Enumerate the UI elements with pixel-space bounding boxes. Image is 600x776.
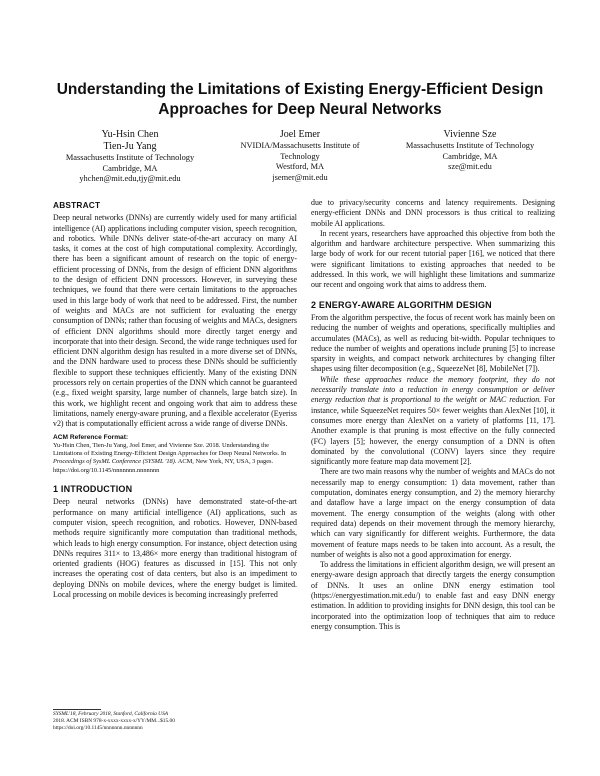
author-email: sze@mit.edu	[448, 162, 492, 171]
paragraph	[311, 375, 555, 468]
paragraph: In recent years, researchers have approached this objective from both the algorithm and hardware architecture perspective. When summarizing this large body of work for our recent tutorial paper [16], we noticed that there were significant limitations to existing approaches that needed to be addressed. In this work, we will highlight these limitations and summarize our recent and ongoing work that aims to address them.	[311, 228, 555, 290]
acm-reference-venue: Proceedings of SysML Conference (SYSML '18).	[53, 458, 177, 466]
footnote-doi: https://doi.org/10.1145/nnnnnnn.nnnnnnn	[53, 725, 143, 732]
paragraph: To address the limitations in efficient algorithm design, we will present an energy-aware design approach that directly targets the energy consumption of DNNs. It uses an online DNN energy estimation tool (https://energyestimation.mit.edu/) to enable fast and easy DNN energy estimation. In addition to providing insights for DNN design, this tool can be incorporated into the optimization loop of techniques that aim to reduce energy consumption. This is	[311, 560, 555, 631]
abstract-text: Deep neural networks (DNNs) are currently widely used for many artificial intelligence (AI) applications including computer vision, speech recognition, and robotics. While DNNs deliver state-of-the-art accuracy on many AI tasks, it comes at the cost of high computational complexity. Accordingly, there has been a significant amount of research on the topic of energy-efficient processing of DNNs, from the design of efficient DNN algorithms to the design of efficient DNN processors. However, in surveying these techniques, we found that there were certain limitations to the approaches used in this large body of work that need to be addressed. First, the number of weights and MACs are not sufficient for evaluating the energy consumption of DNNs; rather than focusing of weights and MACs, designers of efficient DNN algorithms should more directly target energy and incorporate that into their design. Second, the wide range techniques used for efficient DNN algorithm design has resulted in a more diverse set of DNNs, and the DNN hardware used to process these DNNs should be sufficiently flexible to support these techniques efficiently. Many of the existing DNN processors rely on certain properties of the DNN which cannot be guaranteed (e.g., fixed weight sparsity, large number of channels, large batch size). In this work, we highlight recent and ongoing work that aim to address these limitations, namely energy-aware pruning, and a flexible accelerator (Eyeriss v2) that is computationally efficient across a wide range of diverse DNNs.	[53, 213, 297, 429]
author-city: Westford, MA	[275, 162, 325, 171]
footnote	[53, 711, 297, 733]
paragraph: There are two main reasons why the number of weights and MACs do not necessarily map to energy consumption: 1) data movement, rather than computation, dominates energy consumption, and 2) the memory hierarchy and dataflow have a large impact on the energy consumption of data movement. The energy consumption of the weights (along with other required data) depends on their movement through the memory hierarchy, which can vary significantly for different weights. Furthermore, the data movement of feature maps needs to be taken into account. As a result, the number of weights is also not a good approximation for energy.	[311, 467, 555, 559]
author-affiliation: Massachusetts Institute of Technology	[405, 141, 535, 150]
author-name: Tien-Ju Yang	[103, 141, 157, 152]
paper-title: Understanding the Limitations of Existing Energy-Efficient Design Approaches for Deep Neural Networks	[56, 81, 544, 118]
acm-reference	[53, 434, 297, 475]
footnote-venue: SYSML'18, February 2018, Stanford, California USA	[53, 711, 169, 717]
author-email: jsemer@mit.edu	[272, 172, 328, 182]
left-column	[53, 200, 297, 600]
acm-reference-heading: ACM Reference Format:	[53, 433, 129, 441]
author-city: Cambridge, MA	[102, 163, 158, 173]
section-heading-energy-aware: 2 ENERGY-AWARE ALGORITHM DESIGN	[311, 299, 492, 310]
author-1	[40, 129, 220, 185]
abstract-heading: ABSTRACT	[53, 200, 101, 210]
footnote-rule	[53, 709, 101, 710]
author-2	[210, 129, 390, 183]
author-affiliation: Massachusetts Institute of Technology	[65, 153, 195, 162]
paragraph: due to privacy/security concerns and latency requirements. Designing energy-efficient DNNs and DNN processors is thus critical to realizing mobile AI applications.	[311, 198, 555, 228]
emphasis-text: While these approaches reduce the memory footprint, they do not necessarily translate into a reduction in energy consumption or deliver energy reduction that is proportional to the weight or MAC reduction.	[311, 374, 555, 405]
author-name: Yu-Hsin Chen	[101, 129, 159, 140]
paragraph: From the algorithm perspective, the focus of recent work has mainly been on reducing the number of weights and operations, specifically multiplies and accumulates (MACs), as well as reducing bit-width. Popular techniques to reduce the number of weights and operations include pruning [5] to increase sparsity in weights, and compact network architectures by changing filter shapes using filter decomposition (e.g., SqueezeNet [8], MobileNet [7]).	[311, 312, 555, 374]
author-3	[380, 129, 560, 173]
author-email: yhchen@mit.edu,tjy@mit.edu	[79, 174, 181, 183]
introduction-text: Deep neural networks (DNNs) have demonstrated state-of-the-art performance on many artificial intelligence (AI) applications, such as computer vision, speech recognition, and robotics. However, DNN-based methods require significantly more computation than traditional methods, which leads to high energy consumption. For instance, object detection using DNNs requires 311× to 13,486× more energy than traditional histogram of oriented gradients (HOG) features as discussed in [15]. This not only increases the operating cost of data centers, but also is an impediment to deploying DNNs on mobile devices, where the energy budget is limited. Local processing on mobile devices is becoming increasingly preferred	[53, 497, 297, 599]
author-city: Cambridge, MA	[442, 151, 498, 161]
section-heading-introduction: 1 INTRODUCTION	[53, 484, 133, 495]
author-name: Vivienne Sze	[443, 129, 497, 140]
right-column	[311, 198, 555, 632]
author-affiliation: NVIDIA/Massachusetts Institute of Technology	[240, 141, 360, 161]
author-name: Joel Emer	[279, 129, 321, 140]
acm-reference-doi: ACM, New York, NY, USA, 3 pages. https://doi.org/10.1145/nnnnnnn.nnnnnnn	[53, 458, 274, 474]
paragraph-text: For instance, while SqueezeNet requires 50× fewer weights than AlexNet [10], it consumes more energy than AlexNet on a variety of platforms [11, 17]. Another example is that pruning is most effective on the fully connected (FC) layers [5]; however, the energy consumption of a DNN is often dominated by the convolutional (CONV) layers since they require significantly more feature map data movement [2].	[311, 395, 556, 467]
acm-reference-text: Yu-Hsin Chen, Tien-Ju Yang, Joel Emer, and Vivienne Sze. 2018. Understanding the Limitations of Existing Energy-Efficient Design Approaches for Deep Neural Networks. In	[53, 441, 287, 458]
footnote-isbn: 2018. ACM ISBN 978-x-xxxx-xxxx-x/YY/MM...$15.00	[53, 718, 175, 725]
